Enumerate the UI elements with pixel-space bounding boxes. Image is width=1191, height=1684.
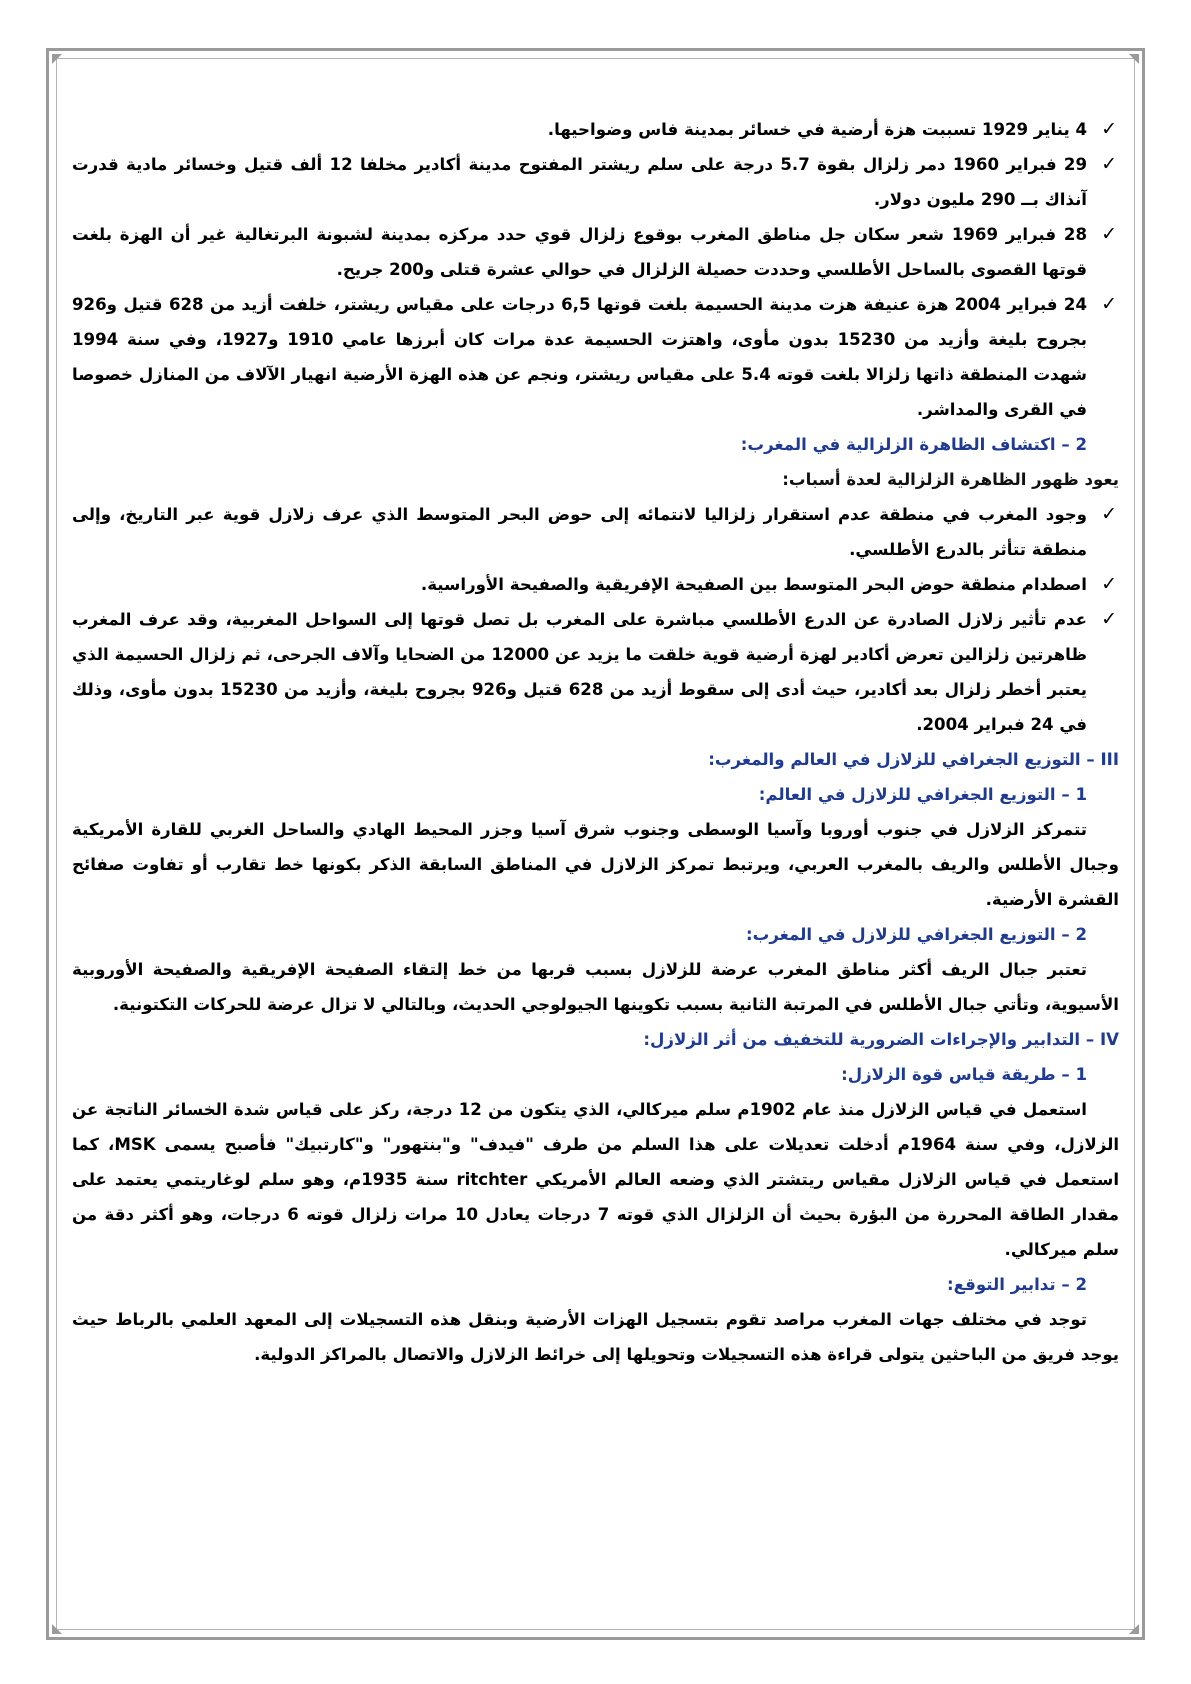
check-icon: ✓ — [1101, 503, 1117, 525]
border-corner-ornament — [52, 1624, 62, 1634]
subsection-heading: 1 – التوزيع الجغرافي للزلازل في العالم: — [758, 785, 1087, 804]
check-icon: ✓ — [1101, 608, 1117, 630]
section-heading: III – التوزيع الجغرافي للزلازل في العالم والمغرب: — [708, 750, 1119, 769]
document-body — [72, 112, 1119, 1372]
list-item — [72, 497, 1119, 567]
check-icon: ✓ — [1101, 223, 1117, 245]
earthquake-list — [72, 112, 1119, 427]
list-item-text: اصطدام منطقة حوض البحر المتوسط بين الصفيحة الإفريقية والصفيحة الأوراسية. — [420, 575, 1087, 594]
check-icon: ✓ — [1101, 153, 1117, 175]
list-item — [72, 217, 1119, 287]
border-corner-ornament — [1129, 54, 1139, 64]
list-item-text: وجود المغرب في منطقة عدم استقرار زلزاليا لانتمائه إلى حوض البحر المتوسط الذي عرف زلازل قوية عبر التاريخ، وإلى منطقة تتأثر بالدرع الأطلسي. — [72, 505, 1087, 559]
paragraph: تعتبر جبال الريف أكثر مناطق المغرب عرضة للزلازل بسبب قربها من خط إلتقاء الصفيحة الإفريقية والصفيحة الأوروبية الأسيوية، وتأتي جبال الأطلس في المرتبة الثانية بسبب تكوينها الجيولوجي الحديث، وبالتالي لا تزال عرضة للحركات التكتونية. — [72, 960, 1119, 1014]
subsection-heading: 2 – تدابير التوقع: — [947, 1275, 1087, 1294]
list-item — [72, 112, 1119, 147]
section-intro: يعود ظهور الظاهرة الزلزالية لعدة أسباب: — [782, 470, 1119, 489]
subsection-heading: 2 – التوزيع الجغرافي للزلازل في المغرب: — [746, 925, 1087, 944]
subsection-heading: 1 – طريقة قياس قوة الزلازل: — [841, 1065, 1087, 1084]
section-heading: 2 – اكتشاف الظاهرة الزلزالية في المغرب: — [740, 435, 1087, 454]
list-item-text: 28 فبراير 1969 شعر سكان جل مناطق المغرب بوقوع زلزال قوي حدد مركزه بمدينة لشبونة البرتغالية غير أن الهزة بلغت قوتها القصوى بالساحل الأطلسي وحددت حصيلة الزلزال في حوالي عشرة قتلى و200 جريح. — [72, 225, 1088, 279]
list-item-text: 29 فبراير 1960 دمر زلزال بقوة 5.7 درجة على سلم ريشتر المفتوح مدينة أكادير مخلفا 12 ألف قتيل وخسائر مادية قدرت آنذاك بــ 290 مليون دولار. — [72, 155, 1087, 209]
list-item — [72, 602, 1119, 742]
check-icon: ✓ — [1101, 293, 1117, 315]
list-item — [72, 567, 1119, 602]
paragraph: تتمركز الزلازل في جنوب أوروبا وآسيا الوسطى وجنوب شرق آسيا وجزر المحيط الهادي والساحل الغربي للقارة الأمريكية وجبال الأطلس والريف بالمغرب العربي، ويرتبط تمركز الزلازل في المناطق السابقة الذكر بكونها خط تقارب أو تفاوت صفائح القشرة الأرضية. — [72, 820, 1119, 909]
border-corner-ornament — [52, 54, 62, 64]
list-item — [72, 147, 1119, 217]
check-icon: ✓ — [1101, 118, 1117, 140]
list-item-text: عدم تأثير زلازل الصادرة عن الدرع الأطلسي مباشرة على المغرب بل تصل قوتها إلى السواحل المغربية، وقد عرف المغرب ظاهرتين زلزالين تعرض أكادير لهزة أرضية قوية خلقت ما يزيد عن 12000 من الضحايا وآلاف الجرحى، ثم زلزال الحسيمة الذي يعتبر أخطر زلزال بعد أكادير، حيث أدى إلى سقوط أزيد من 628 قتيل و926 بجروح بليغة، وأزيد من 15230 بدون مأوى، وذلك في 24 فبراير 2004. — [72, 610, 1088, 734]
paragraph: استعمل في قياس الزلازل منذ عام 1902م سلم ميركالي، الذي يتكون من 12 درجة، ركز على قياس شدة الخسائر الناتجة عن الزلازل، وفي سنة 1964م أدخلت تعديلات على هذا السلم من طرف "فيدف" و"بنتهور" و"كارتبيك" فأصبح يسمى MSK، كما استعمل في قياس الزلازل مقياس ريتشتر الذي وضعه العالم الأمريكي ritchter سنة 1935م، وهو سلم لوغاريتمي يعتمد على مقدار الطاقة المحررة من البؤرة بحيث أن الزلزال الذي قوته 7 درجات يعادل 10 مرات زلزال قوته 6 درجات، وهو أكثر دقة من سلم ميركالي. — [72, 1100, 1120, 1259]
check-icon: ✓ — [1101, 573, 1117, 595]
border-corner-ornament — [1129, 1624, 1139, 1634]
causes-list — [72, 497, 1119, 742]
paragraph: توجد في مختلف جهات المغرب مراصد تقوم بتسجيل الهزات الأرضية وبنقل هذه التسجيلات إلى المعهد العلمي بالرباط حيث يوجد فريق من الباحثين يتولى قراءة هذه التسجيلات وتحويلها إلى خرائط الزلازل والاتصال بالمراكز الدولية. — [72, 1310, 1119, 1364]
section-heading: IV – التدابير والإجراءات الضرورية للتخفيف من أثر الزلازل: — [643, 1030, 1119, 1049]
list-item-text: 4 يناير 1929 تسببت هزة أرضية في خسائر بمدينة فاس وضواحيها. — [547, 120, 1087, 139]
list-item — [72, 287, 1119, 427]
list-item-text: 24 فبراير 2004 هزة عنيفة هزت مدينة الحسيمة بلغت قوتها 6,5 درجات على مقياس ريشتر، خلفت أزيد من 628 قتيل و926 بجروح بليغة وأزيد من 15230 بدون مأوى، واهتزت الحسيمة عدة مرات كان أبرزها عامي 1910 و1927، وفي سنة 1994 شهدت المنطقة ذاتها زلزالا بلغت قوته 5.4 على مقياس ريشتر، ونجم عن هذه الهزة الأرضية انهيار الآلاف من المنازل خصوصا في القرى والمداشر. — [72, 295, 1088, 419]
